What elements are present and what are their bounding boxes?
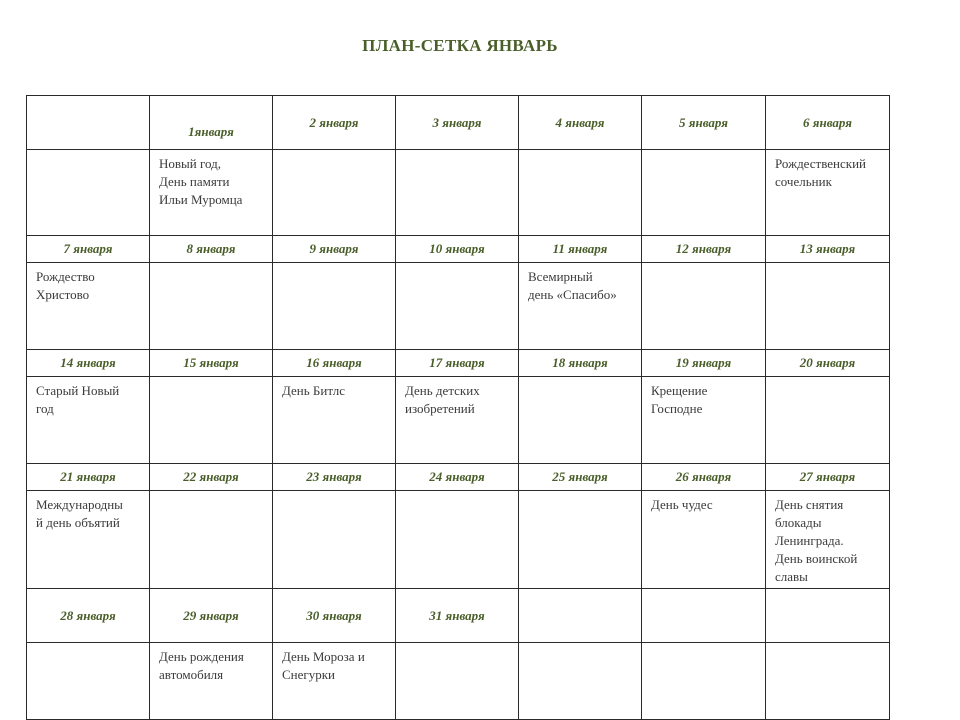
date-cell bbox=[150, 236, 273, 263]
date-cell bbox=[766, 589, 890, 643]
event-cell: День рождения автомобиля bbox=[150, 643, 273, 720]
event-row bbox=[27, 377, 890, 464]
event-cell bbox=[27, 150, 150, 236]
event-cell bbox=[519, 377, 642, 464]
event-cell: Международны й день объятий bbox=[27, 491, 150, 589]
date-label: 14 января bbox=[60, 355, 116, 370]
event-cell bbox=[150, 377, 273, 464]
date-cell bbox=[642, 589, 766, 643]
date-cell bbox=[273, 589, 396, 643]
event-row bbox=[27, 643, 890, 720]
date-row bbox=[27, 96, 890, 150]
date-cell bbox=[273, 236, 396, 263]
date-cell bbox=[519, 464, 642, 491]
date-label: 29 января bbox=[183, 607, 239, 623]
date-cell bbox=[519, 350, 642, 377]
event-cell: Старый Новый год bbox=[27, 377, 150, 464]
event-cell bbox=[273, 491, 396, 589]
date-label: 31 января bbox=[429, 607, 485, 623]
event-cell: День Мороза и Снегурки bbox=[273, 643, 396, 720]
date-cell bbox=[27, 236, 150, 263]
date-label: 11 января bbox=[552, 241, 608, 256]
event-cell: День Битлс bbox=[273, 377, 396, 464]
date-cell bbox=[642, 96, 766, 150]
date-row bbox=[27, 236, 890, 263]
date-cell bbox=[642, 464, 766, 491]
page-title: ПЛАН-СЕТКА ЯНВАРЬ bbox=[362, 36, 558, 55]
event-cell bbox=[642, 643, 766, 720]
date-label: 25 января bbox=[552, 469, 608, 484]
event-row bbox=[27, 263, 890, 350]
date-label: 7 января bbox=[63, 241, 113, 256]
date-label: 26 января bbox=[675, 469, 732, 484]
date-cell bbox=[396, 589, 519, 643]
date-label: 16 января bbox=[306, 355, 362, 370]
date-label: 4 января bbox=[555, 114, 605, 130]
event-cell: Новый год, День памяти Ильи Муромца bbox=[150, 150, 273, 236]
date-row bbox=[27, 589, 890, 643]
date-cell bbox=[27, 350, 150, 377]
date-cell bbox=[766, 236, 890, 263]
event-cell bbox=[396, 150, 519, 236]
event-cell: Рождественский сочельник bbox=[766, 150, 890, 236]
date-cell bbox=[396, 464, 519, 491]
event-cell: День чудес bbox=[642, 491, 766, 589]
event-cell bbox=[150, 263, 273, 350]
event-cell bbox=[27, 643, 150, 720]
event-cell bbox=[519, 491, 642, 589]
date-label: 1января bbox=[188, 123, 234, 139]
date-cell bbox=[519, 96, 642, 150]
date-label: 8 января bbox=[186, 241, 236, 256]
date-cell bbox=[150, 464, 273, 491]
event-cell: Крещение Господне bbox=[642, 377, 766, 464]
date-cell bbox=[519, 236, 642, 263]
date-label: 21 января bbox=[60, 469, 116, 484]
date-cell bbox=[519, 589, 642, 643]
date-cell bbox=[766, 464, 890, 491]
date-cell bbox=[766, 350, 890, 377]
date-label: 6 января bbox=[803, 114, 852, 130]
date-label: 15 января bbox=[183, 355, 239, 370]
date-cell bbox=[396, 236, 519, 263]
date-label: 30 января bbox=[306, 607, 362, 623]
event-cell: Рождество Христово bbox=[27, 263, 150, 350]
event-cell bbox=[519, 643, 642, 720]
date-label: 20 января bbox=[799, 355, 856, 370]
event-cell bbox=[396, 643, 519, 720]
event-cell bbox=[273, 150, 396, 236]
date-cell bbox=[150, 350, 273, 377]
date-label: 18 января bbox=[552, 355, 608, 370]
date-label: 13 января bbox=[799, 241, 856, 256]
event-cell bbox=[766, 263, 890, 350]
date-cell bbox=[396, 350, 519, 377]
event-cell bbox=[766, 643, 890, 720]
date-label: 27 января bbox=[799, 469, 856, 484]
event-row bbox=[27, 150, 890, 236]
event-cell bbox=[396, 491, 519, 589]
date-cell bbox=[273, 96, 396, 150]
event-cell bbox=[273, 263, 396, 350]
event-cell bbox=[642, 150, 766, 236]
date-label: 22 января bbox=[183, 469, 239, 484]
date-cell bbox=[150, 96, 273, 150]
date-label: 9 января bbox=[309, 241, 359, 256]
date-label: 17 января bbox=[429, 355, 485, 370]
event-cell: Всемирный день «Спасибо» bbox=[519, 263, 642, 350]
event-row bbox=[27, 491, 890, 589]
date-label: 12 января bbox=[675, 241, 732, 256]
date-cell bbox=[642, 350, 766, 377]
date-cell bbox=[150, 589, 273, 643]
date-cell bbox=[27, 96, 150, 150]
date-label: 5 января bbox=[679, 114, 728, 130]
date-label: 28 января bbox=[60, 607, 116, 623]
date-cell bbox=[396, 96, 519, 150]
date-label: 23 января bbox=[306, 469, 362, 484]
event-cell bbox=[766, 377, 890, 464]
date-cell bbox=[27, 464, 150, 491]
event-cell bbox=[396, 263, 519, 350]
date-cell bbox=[27, 589, 150, 643]
date-cell bbox=[273, 350, 396, 377]
event-cell bbox=[519, 150, 642, 236]
date-label: 19 января bbox=[675, 355, 732, 370]
event-cell bbox=[642, 263, 766, 350]
plan-grid-table bbox=[26, 95, 890, 720]
date-row bbox=[27, 464, 890, 491]
date-row bbox=[27, 350, 890, 377]
event-cell: День снятия блокады Ленинграда. День воинской славы bbox=[766, 491, 890, 589]
event-cell: День детских изобретений bbox=[396, 377, 519, 464]
date-cell bbox=[642, 236, 766, 263]
date-label: 3 января bbox=[432, 114, 482, 130]
event-cell bbox=[150, 491, 273, 589]
date-cell bbox=[766, 96, 890, 150]
date-cell bbox=[273, 464, 396, 491]
date-label: 24 января bbox=[429, 469, 485, 484]
date-label: 10 января bbox=[429, 241, 485, 256]
date-label: 2 января bbox=[309, 114, 359, 130]
